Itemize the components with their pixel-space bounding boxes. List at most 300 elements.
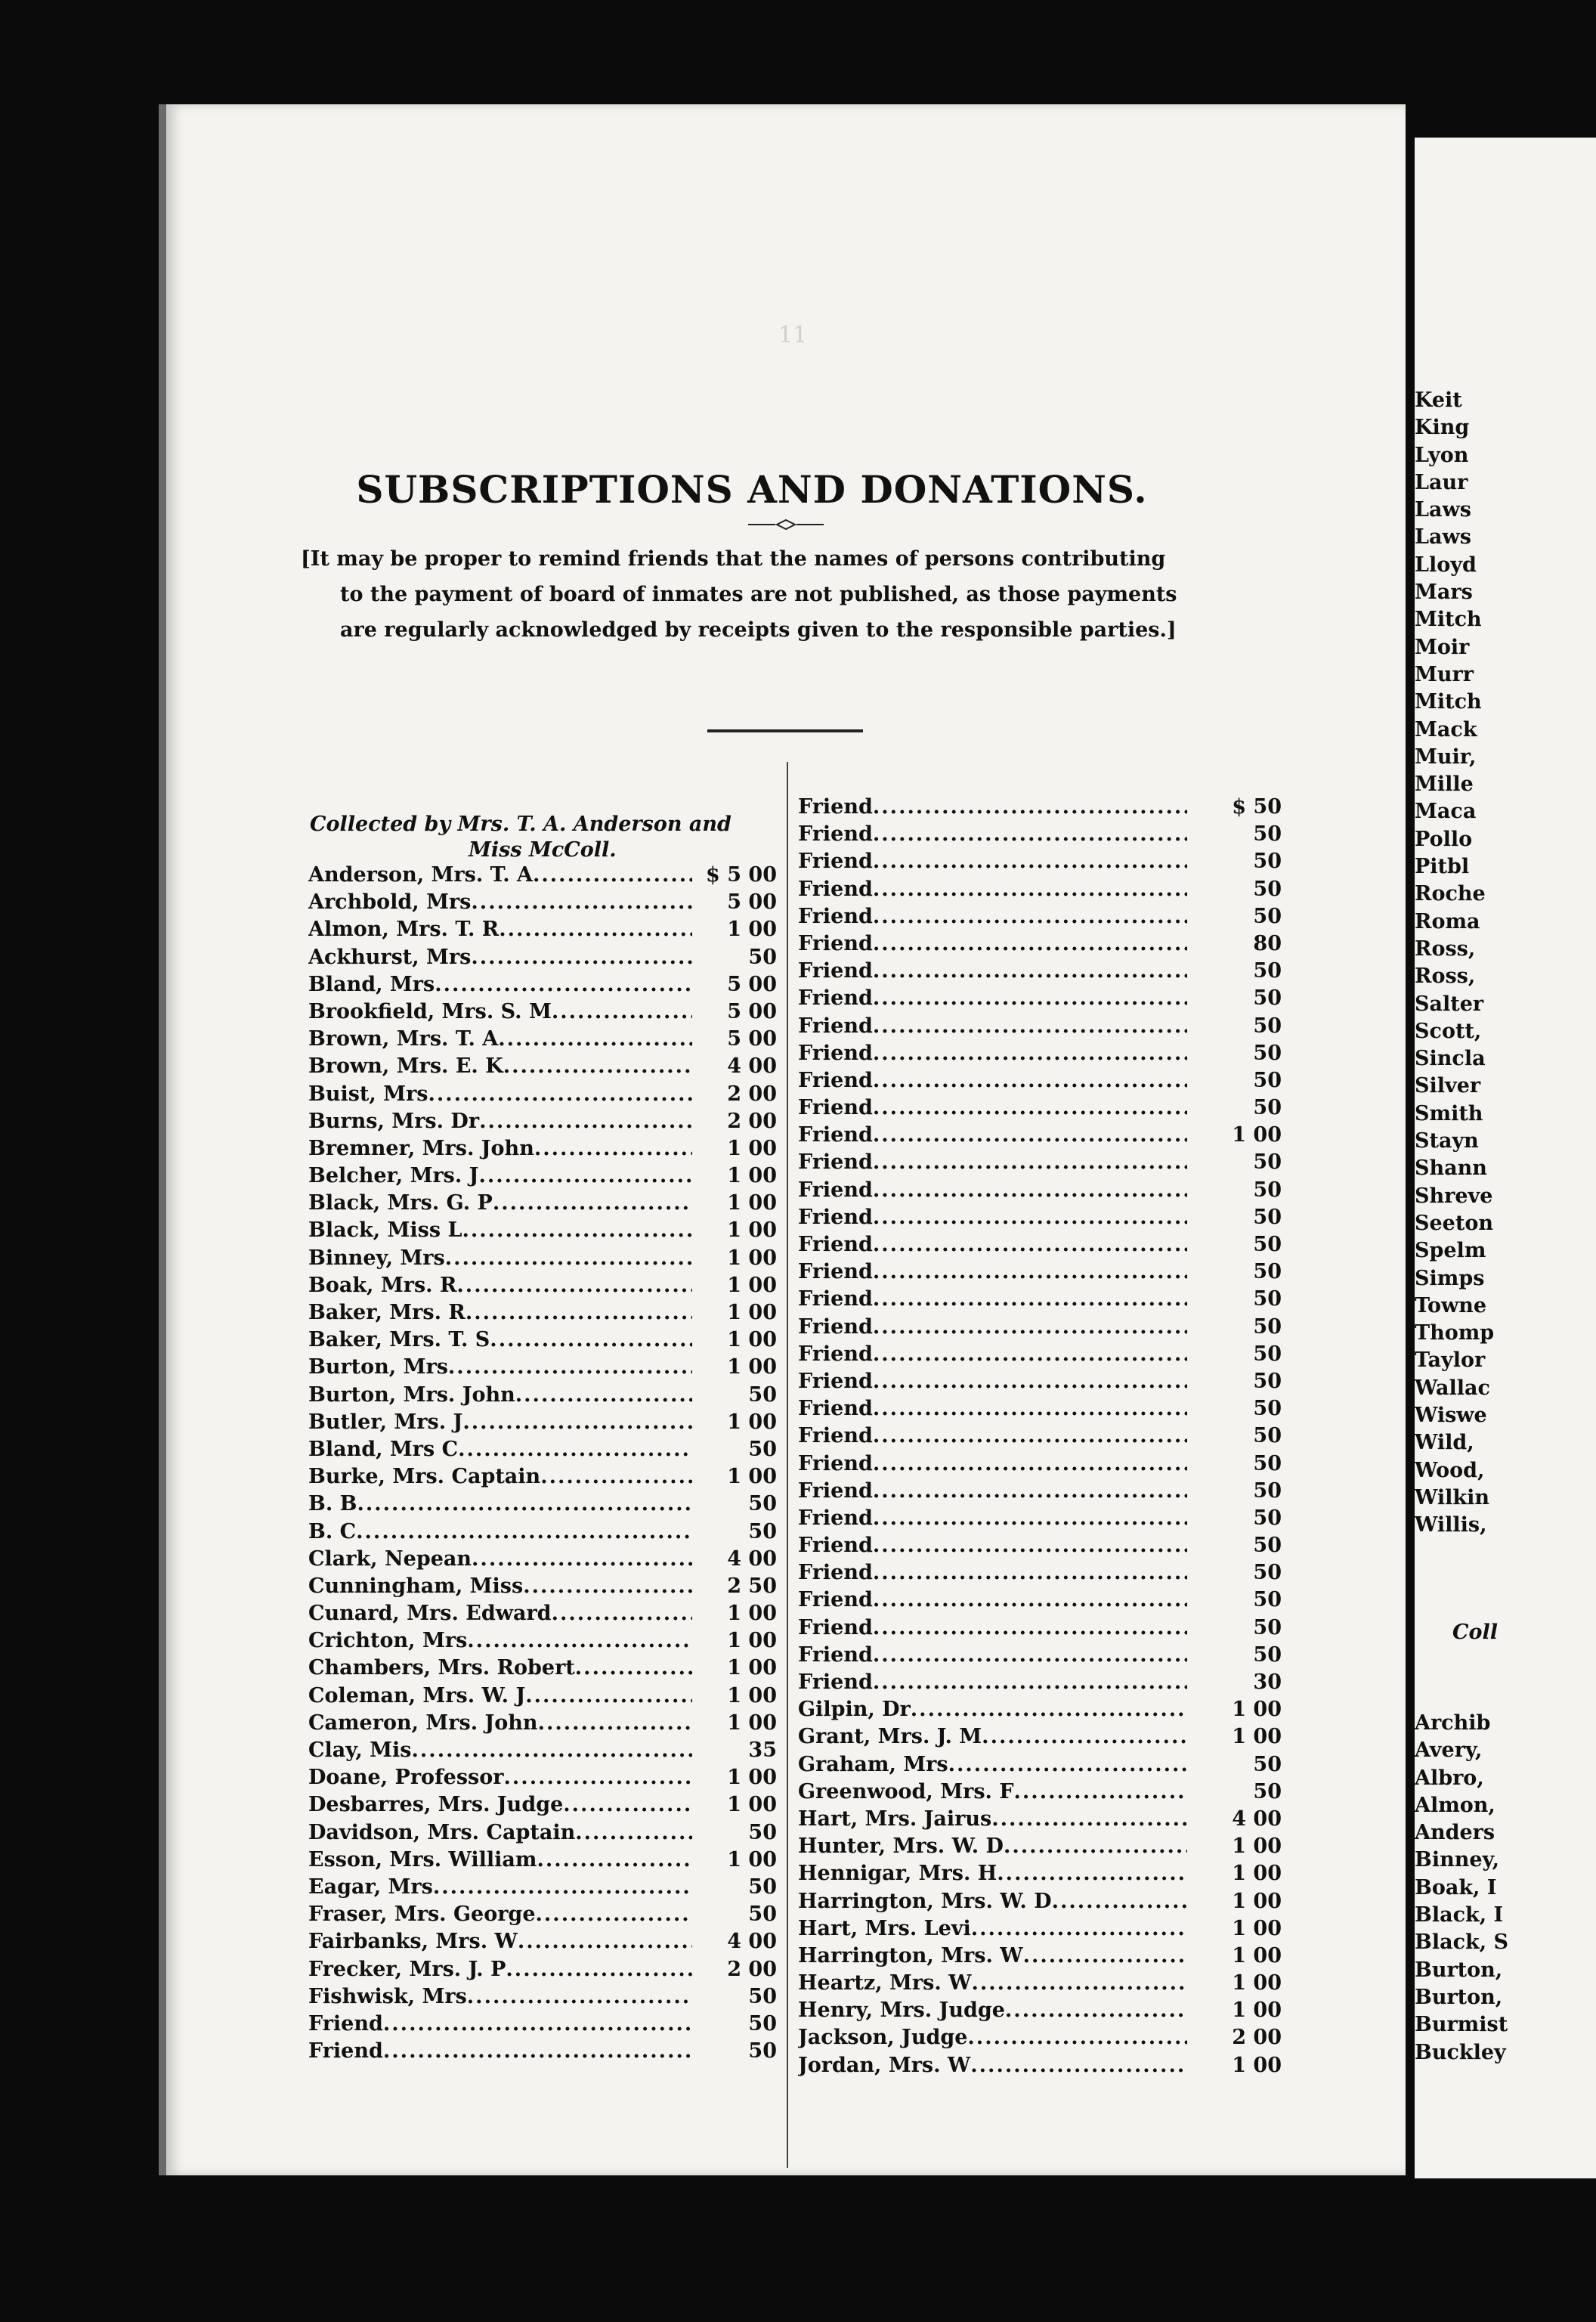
- ledger-row: [798, 1478, 1282, 1505]
- donation-amount: 50: [1253, 986, 1282, 1011]
- facing-page-entry: Laur: [1415, 470, 1468, 494]
- donor-name: Friend .....: [798, 876, 1187, 903]
- donor-name: Friend .....: [798, 1094, 1187, 1122]
- facing-page-entry: Wood,: [1415, 1458, 1485, 1482]
- ledger-row: [798, 1723, 1282, 1751]
- donation-amount: 1 00: [727, 1273, 777, 1297]
- donation-amount: 50: [1253, 959, 1282, 983]
- donor-name: Burton, Mrs .....: [308, 1354, 692, 1381]
- ledger-row: [798, 1094, 1282, 1122]
- donation-amount: 50: [1253, 1779, 1282, 1803]
- facing-page-entry: Anders: [1415, 1821, 1495, 1845]
- facing-page-entry: Spelm: [1415, 1239, 1486, 1263]
- facing-page-entry: Sincla: [1415, 1047, 1486, 1071]
- ledger-row: [798, 1040, 1282, 1067]
- donation-amount: 1 00: [727, 1191, 777, 1215]
- ledger-row: [798, 985, 1282, 1012]
- facing-page-entry: Archib: [1415, 1711, 1491, 1735]
- facing-page-entry: Muir,: [1415, 745, 1477, 769]
- donation-amount: 50: [1253, 1014, 1282, 1038]
- notice-line: are regularly acknowledged by receipts given to the responsible parties.]: [340, 618, 1177, 642]
- ledger-row: [308, 1463, 777, 1491]
- ledger-row: [798, 1806, 1282, 1833]
- donation-amount: 50: [1253, 1342, 1282, 1366]
- donor-name: Burns, Mrs. Dr .....: [308, 1108, 692, 1135]
- donor-name: Burton, Mrs. John .....: [308, 1382, 692, 1409]
- donor-name: Brown, Mrs. T. A .....: [308, 1026, 692, 1053]
- ledger-row: [798, 1587, 1282, 1614]
- ledger-row: [798, 1368, 1282, 1395]
- donation-amount: 50: [1253, 1561, 1282, 1585]
- donation-amount: 1 00: [727, 1218, 777, 1243]
- donation-amount: 50: [1253, 904, 1282, 928]
- donor-name: Black, Miss L .....: [308, 1217, 692, 1244]
- facing-page-entry: Binney,: [1415, 1848, 1500, 1872]
- facing-page-entry: Roche: [1415, 882, 1486, 906]
- donor-name: Bland, Mrs .....: [308, 971, 692, 998]
- ledger-row: [798, 1149, 1282, 1176]
- notice-paragraph: [301, 541, 1230, 648]
- ledger-row: [308, 1026, 777, 1053]
- ledger-row: [308, 998, 777, 1026]
- donation-amount: 5 00: [727, 1027, 777, 1051]
- ledger-row: [798, 1970, 1282, 1997]
- donor-name: Gilpin, Dr .....: [798, 1696, 1187, 1723]
- ledger-row: [798, 1669, 1282, 1696]
- ledger-row: [308, 862, 777, 889]
- donor-name: Friend .....: [798, 1177, 1187, 1204]
- ledger-row: [798, 1423, 1282, 1450]
- page-title: SUBSCRIPTIONS AND DONATIONS.: [356, 467, 1148, 512]
- facing-page-entry: Buckley: [1415, 2040, 1506, 2064]
- facing-page-entry: Avery,: [1415, 1738, 1483, 1763]
- donation-amount: 1 00: [1232, 1971, 1282, 1995]
- ledger-row: [798, 1615, 1282, 1642]
- ledger-row: [308, 2011, 777, 2038]
- donor-name: Cunningham, Miss .....: [308, 1573, 692, 1600]
- ledger-row: [308, 1600, 777, 1627]
- donor-name: Cunard, Mrs. Edward .....: [308, 1600, 692, 1627]
- donation-amount: 2 00: [1232, 2026, 1282, 2050]
- facing-page-entry: Mitch: [1415, 690, 1482, 714]
- ledger-row: [308, 1217, 777, 1244]
- ledger-row: [798, 1450, 1282, 1478]
- donation-amount: 1 00: [727, 1629, 777, 1653]
- facing-page-entry: King: [1415, 416, 1470, 440]
- ledger-row: [798, 821, 1282, 848]
- right-subscription-list: [798, 794, 1282, 2079]
- donation-amount: 1 00: [727, 1301, 777, 1324]
- donor-name: Ackhurst, Mrs .....: [308, 944, 692, 971]
- donation-amount: 50: [1253, 1478, 1282, 1503]
- donor-name: Friend .....: [798, 1013, 1187, 1040]
- donor-name: Bremner, Mrs. John .....: [308, 1135, 692, 1163]
- donor-name: B. C .....: [308, 1519, 692, 1546]
- donation-amount: 50: [748, 1984, 777, 2008]
- facing-page-entry: Willis,: [1415, 1513, 1487, 1537]
- donor-name: Fishwisk, Mrs .....: [308, 1983, 692, 2011]
- ledger-row: [798, 1231, 1282, 1259]
- donor-name: Henry, Mrs. Judge .....: [798, 1997, 1187, 2024]
- donor-name: Friend .....: [798, 848, 1187, 875]
- ledger-row: [308, 1272, 777, 1299]
- ledger-row: [308, 1710, 777, 1737]
- donation-amount: 50: [1253, 1506, 1282, 1530]
- donation-amount: 1 00: [1232, 1123, 1282, 1147]
- donor-name: Friend .....: [798, 985, 1187, 1012]
- ledger-row: [798, 1943, 1282, 1970]
- facing-page-entry: Wild,: [1415, 1431, 1474, 1455]
- facing-page-entry: Pitbl: [1415, 855, 1470, 879]
- donor-name: Harrington, Mrs. W. D .....: [798, 1888, 1187, 1915]
- donation-amount: 4 00: [727, 1930, 777, 1954]
- ledger-row: [308, 1627, 777, 1655]
- facing-page-list: [1415, 387, 1494, 1539]
- donation-amount: 50: [748, 1382, 777, 1407]
- donation-amount: 1 00: [1232, 1834, 1282, 1859]
- ledger-row: [308, 1163, 777, 1190]
- donor-name: Friend .....: [798, 794, 1187, 821]
- notice-line: to the payment of board of inmates are not published, as those payments: [340, 583, 1177, 606]
- donor-name: Friend .....: [798, 1122, 1187, 1149]
- donation-amount: 1 00: [1232, 1889, 1282, 1913]
- collector-line: Miss McColl.: [469, 838, 617, 862]
- donor-name: Doane, Professor .....: [308, 1764, 692, 1791]
- ledger-row: [308, 1983, 777, 2011]
- donor-name: Jackson, Judge .....: [798, 2024, 1187, 2051]
- donation-amount: 50: [1253, 1205, 1282, 1229]
- donation-amount: 2 00: [727, 1957, 777, 1981]
- donation-amount: 50: [1253, 1150, 1282, 1175]
- donor-name: Friend .....: [798, 903, 1187, 930]
- donation-amount: 1 00: [1232, 1862, 1282, 1886]
- facing-page-entry: Maca: [1415, 800, 1477, 824]
- donation-amount: 50: [748, 945, 777, 969]
- facing-page-entry: Roma: [1415, 909, 1480, 933]
- donation-amount: 50: [1253, 1369, 1282, 1393]
- ledger-row: [798, 1122, 1282, 1149]
- facing-page-entry: Stayn: [1415, 1129, 1479, 1153]
- ledger-row: [308, 1245, 777, 1272]
- donor-name: Friend .....: [798, 1669, 1187, 1696]
- donor-name: Belcher, Mrs. J .....: [308, 1163, 692, 1190]
- donor-name: Hunter, Mrs. W. D .....: [798, 1833, 1187, 1860]
- donor-name: Hart, Mrs. Jairus .....: [798, 1806, 1187, 1833]
- donor-name: Friend .....: [798, 930, 1187, 958]
- ledger-row: [308, 971, 777, 998]
- facing-page-entry: Ross,: [1415, 937, 1476, 961]
- facing-page-entry: Laws: [1415, 498, 1471, 522]
- donor-name: Greenwood, Mrs. F .....: [798, 1779, 1187, 1806]
- donation-amount: 5 00: [727, 972, 777, 996]
- donor-name: Anderson, Mrs. T. A .....: [308, 862, 692, 889]
- ledger-row: [798, 1915, 1282, 1943]
- donor-name: Baker, Mrs. T. S .....: [308, 1327, 692, 1354]
- donation-amount: 50: [748, 1437, 777, 1461]
- ledger-row: [798, 1888, 1282, 1915]
- donation-amount: 50: [1253, 1314, 1282, 1339]
- ledger-row: [798, 1642, 1282, 1669]
- facing-page-entry: Smith: [1415, 1101, 1483, 1125]
- ledger-row: [308, 1737, 777, 1764]
- donor-name: Boak, Mrs. R .....: [308, 1272, 692, 1299]
- donation-amount: 50: [1253, 1178, 1282, 1202]
- donor-name: Fairbanks, Mrs. W .....: [308, 1928, 692, 1955]
- donor-name: Hart, Mrs. Levi .....: [798, 1915, 1187, 1943]
- donor-name: Bland, Mrs C .....: [308, 1436, 692, 1463]
- donor-name: Friend .....: [308, 2038, 692, 2065]
- donation-amount: 4 00: [727, 1054, 777, 1079]
- facing-page-entry: Almon,: [1415, 1793, 1495, 1817]
- ledger-row: [798, 1997, 1282, 2024]
- facing-page-entry: Burton,: [1415, 1958, 1503, 1982]
- donation-amount: 2 00: [727, 1082, 777, 1106]
- donor-name: Black, Mrs. G. P .....: [308, 1190, 692, 1217]
- ledger-row: [308, 1791, 777, 1819]
- ledger-row: [798, 1259, 1282, 1286]
- donor-name: Brookfield, Mrs. S. M .....: [308, 998, 692, 1026]
- donation-amount: 2 50: [727, 1574, 777, 1598]
- donation-amount: 1 00: [1232, 1725, 1282, 1749]
- donor-name: Friend .....: [798, 1368, 1187, 1395]
- donor-name: Fraser, Mrs. George .....: [308, 1901, 692, 1928]
- ledger-row: [308, 944, 777, 971]
- ledger-row: [308, 1901, 777, 1928]
- donor-name: Frecker, Mrs. J. P .....: [308, 1956, 692, 1983]
- facing-page-entry: Ross,: [1415, 964, 1476, 989]
- donor-name: Friend .....: [798, 1231, 1187, 1259]
- donor-name: Friend .....: [798, 1341, 1187, 1368]
- ledger-row: [308, 1764, 777, 1791]
- ledger-row: [308, 1847, 777, 1874]
- donation-amount: 50: [1253, 1534, 1282, 1558]
- donation-amount: 1 00: [727, 1602, 777, 1626]
- donation-amount: 1 00: [727, 918, 777, 942]
- donation-amount: $ 5 00: [706, 863, 777, 887]
- donor-name: Friend .....: [798, 1204, 1187, 1231]
- donation-amount: 1 00: [1232, 1698, 1282, 1722]
- donation-amount: 50: [748, 1875, 777, 1899]
- donation-amount: 50: [1253, 1287, 1282, 1311]
- donor-name: Grant, Mrs. J. M .....: [798, 1723, 1187, 1751]
- facing-page-entry: Black, I: [1415, 1903, 1504, 1927]
- donor-name: Friend .....: [798, 1532, 1187, 1559]
- facing-page-entry: Shreve: [1415, 1184, 1493, 1208]
- facing-page-entry: Shann: [1415, 1156, 1487, 1181]
- facing-page-entry: Moir: [1415, 635, 1470, 659]
- donor-name: Butler, Mrs. J .....: [308, 1409, 692, 1436]
- left-subscription-list: [308, 862, 777, 2065]
- facing-page-entry: Salter: [1415, 992, 1484, 1016]
- ledger-row: [308, 1546, 777, 1573]
- donor-name: Baker, Mrs. R .....: [308, 1299, 692, 1327]
- ledger-row: [308, 1327, 777, 1354]
- donor-name: B. B .....: [308, 1491, 692, 1518]
- ledger-row: [308, 1928, 777, 1955]
- facing-page-entry: Murr: [1415, 662, 1474, 686]
- donor-name: Archbold, Mrs .....: [308, 889, 692, 916]
- facing-page-entry: Mars: [1415, 580, 1473, 605]
- donor-name: Crichton, Mrs .....: [308, 1627, 692, 1655]
- left-page: [159, 104, 1406, 2175]
- donation-amount: 1 00: [727, 1766, 777, 1790]
- ledger-row: [798, 1204, 1282, 1231]
- facing-page-entry: Pollo: [1415, 827, 1473, 851]
- donor-name: Friend .....: [798, 1505, 1187, 1532]
- donor-name: Friend .....: [798, 1067, 1187, 1094]
- facing-page-entry: Boak, I: [1415, 1875, 1497, 1899]
- donor-name: Eagar, Mrs .....: [308, 1874, 692, 1901]
- ledger-row: [798, 1314, 1282, 1341]
- donor-name: Friend .....: [798, 1395, 1187, 1423]
- donation-amount: 4 00: [727, 1546, 777, 1571]
- donation-amount: 35: [748, 1738, 777, 1762]
- ledger-row: [308, 2038, 777, 2065]
- donation-amount: 1 00: [727, 1793, 777, 1817]
- ledger-row: [798, 1833, 1282, 1860]
- ledger-row: [798, 958, 1282, 985]
- donation-amount: 50: [1253, 1096, 1282, 1120]
- ledger-row: [798, 1532, 1282, 1559]
- facing-page-entry: Wiswe: [1415, 1403, 1487, 1427]
- donor-name: Almon, Mrs. T. R .....: [308, 916, 692, 943]
- donation-amount: 80: [1253, 931, 1282, 955]
- ledger-row: [308, 889, 777, 916]
- facing-page-entry: Mille: [1415, 772, 1474, 797]
- ledger-row: [798, 2024, 1282, 2051]
- collector-line: Collected by Mrs. T. A. Anderson and: [310, 813, 732, 836]
- donation-amount: 50: [1253, 1424, 1282, 1448]
- ledger-row: [798, 2052, 1282, 2079]
- donation-amount: 50: [1253, 850, 1282, 874]
- donor-name: Harrington, Mrs. W .....: [798, 1943, 1187, 1970]
- ledger-row: [798, 1696, 1282, 1723]
- donation-amount: 50: [748, 1492, 777, 1516]
- donor-name: Friend .....: [798, 1642, 1187, 1669]
- donation-amount: 50: [1253, 1397, 1282, 1421]
- donor-name: Brown, Mrs. E. K .....: [308, 1053, 692, 1080]
- ledger-row: [798, 876, 1282, 903]
- ledger-row: [308, 1655, 777, 1682]
- ledger-row: [798, 1286, 1282, 1313]
- donation-amount: 50: [1253, 1615, 1282, 1639]
- ledger-row: [798, 1559, 1282, 1587]
- donor-name: Binney, Mrs .....: [308, 1245, 692, 1272]
- donor-name: Clark, Nepean .....: [308, 1546, 692, 1573]
- ledger-row: [798, 848, 1282, 875]
- section-rule: [707, 729, 863, 732]
- ledger-row: [798, 1505, 1282, 1532]
- ledger-row: [308, 1956, 777, 1983]
- ledger-row: [308, 1081, 777, 1108]
- ledger-row: [798, 1067, 1282, 1094]
- collector-heading: [310, 812, 786, 863]
- ledger-row: [308, 1874, 777, 1901]
- ledger-row: [308, 1683, 777, 1710]
- donor-name: Friend .....: [798, 1314, 1187, 1341]
- ledger-row: [308, 1053, 777, 1080]
- facing-page-entry: Scott,: [1415, 1019, 1482, 1043]
- donor-name: Coleman, Mrs. W. J .....: [308, 1683, 692, 1710]
- notice-line: [It may be proper to remind friends that the names of persons contributing: [301, 547, 1166, 571]
- donor-name: Friend .....: [798, 958, 1187, 985]
- donor-name: Friend .....: [798, 1040, 1187, 1067]
- facing-page-entry: Lyon: [1415, 443, 1469, 467]
- column-divider: [787, 762, 788, 2168]
- donation-amount: 1 00: [727, 1683, 777, 1707]
- donor-name: Friend .....: [308, 2011, 692, 2038]
- ledger-row: [308, 1519, 777, 1546]
- donation-amount: 1 00: [1232, 2053, 1282, 2077]
- donation-amount: 1 00: [727, 1410, 777, 1434]
- ledger-row: [798, 1860, 1282, 1887]
- facing-page-entry: Wilkin: [1415, 1485, 1489, 1509]
- donation-amount: 50: [748, 2011, 777, 2036]
- donation-amount: 1 00: [727, 1164, 777, 1188]
- donor-name: Cameron, Mrs. John .....: [308, 1710, 692, 1737]
- ledger-row: [798, 903, 1282, 930]
- ledger-row: [308, 1819, 777, 1847]
- ledger-row: [798, 1779, 1282, 1806]
- donation-amount: 1 00: [727, 1847, 777, 1872]
- donation-amount: 1 00: [727, 1355, 777, 1379]
- facing-page-entry: Burmist: [1415, 2013, 1508, 2037]
- donor-name: Friend .....: [798, 1450, 1187, 1478]
- donor-name: Jordan, Mrs. W .....: [798, 2052, 1187, 2079]
- ledger-row: [798, 1013, 1282, 1040]
- donation-amount: 1 00: [727, 1711, 777, 1735]
- donor-name: Friend .....: [798, 1478, 1187, 1505]
- donor-name: Friend .....: [798, 1149, 1187, 1176]
- ledger-row: [798, 1177, 1282, 1204]
- ledger-row: [798, 1341, 1282, 1368]
- donation-amount: 1 00: [727, 1246, 777, 1270]
- donation-amount: 50: [1253, 1068, 1282, 1092]
- donor-name: Friend .....: [798, 1423, 1187, 1450]
- donation-amount: 30: [1253, 1670, 1282, 1694]
- ledger-row: [308, 1382, 777, 1409]
- facing-page-entry: Towne: [1415, 1293, 1487, 1317]
- donation-amount: 1 00: [1232, 1998, 1282, 2023]
- donor-name: Graham, Mrs .....: [798, 1751, 1187, 1779]
- donation-amount: 1 00: [727, 1328, 777, 1352]
- ledger-row: [308, 1135, 777, 1163]
- facing-page-entry: Mitch: [1415, 608, 1482, 632]
- ledger-row: [308, 1190, 777, 1217]
- donation-amount: 50: [748, 2039, 777, 2063]
- ledger-row: [798, 930, 1282, 958]
- donor-name: Friend .....: [798, 1559, 1187, 1587]
- facing-page-entry: Wallac: [1415, 1376, 1490, 1400]
- facing-page-entry: Thomp: [1415, 1321, 1495, 1345]
- facing-page: [1415, 138, 1596, 2178]
- donation-amount: 50: [1253, 1260, 1282, 1284]
- donation-amount: 1 00: [727, 1656, 777, 1680]
- donation-amount: 1 00: [1232, 1916, 1282, 1940]
- facing-page-entry: Black, S: [1415, 1930, 1509, 1955]
- donation-amount: 1 00: [727, 1136, 777, 1160]
- ledger-row: [308, 1299, 777, 1327]
- facing-page-heading: Coll: [1452, 1621, 1499, 1644]
- ornament-divider: [748, 519, 824, 531]
- facing-page-entry: Albro,: [1415, 1766, 1484, 1790]
- donor-name: Friend .....: [798, 1259, 1187, 1286]
- donation-amount: 50: [1253, 877, 1282, 901]
- donation-amount: 50: [1253, 1588, 1282, 1612]
- facing-page-entry: Lloyd: [1415, 553, 1477, 577]
- ledger-row: [798, 1395, 1282, 1423]
- donor-name: Chambers, Mrs. Robert .....: [308, 1655, 692, 1682]
